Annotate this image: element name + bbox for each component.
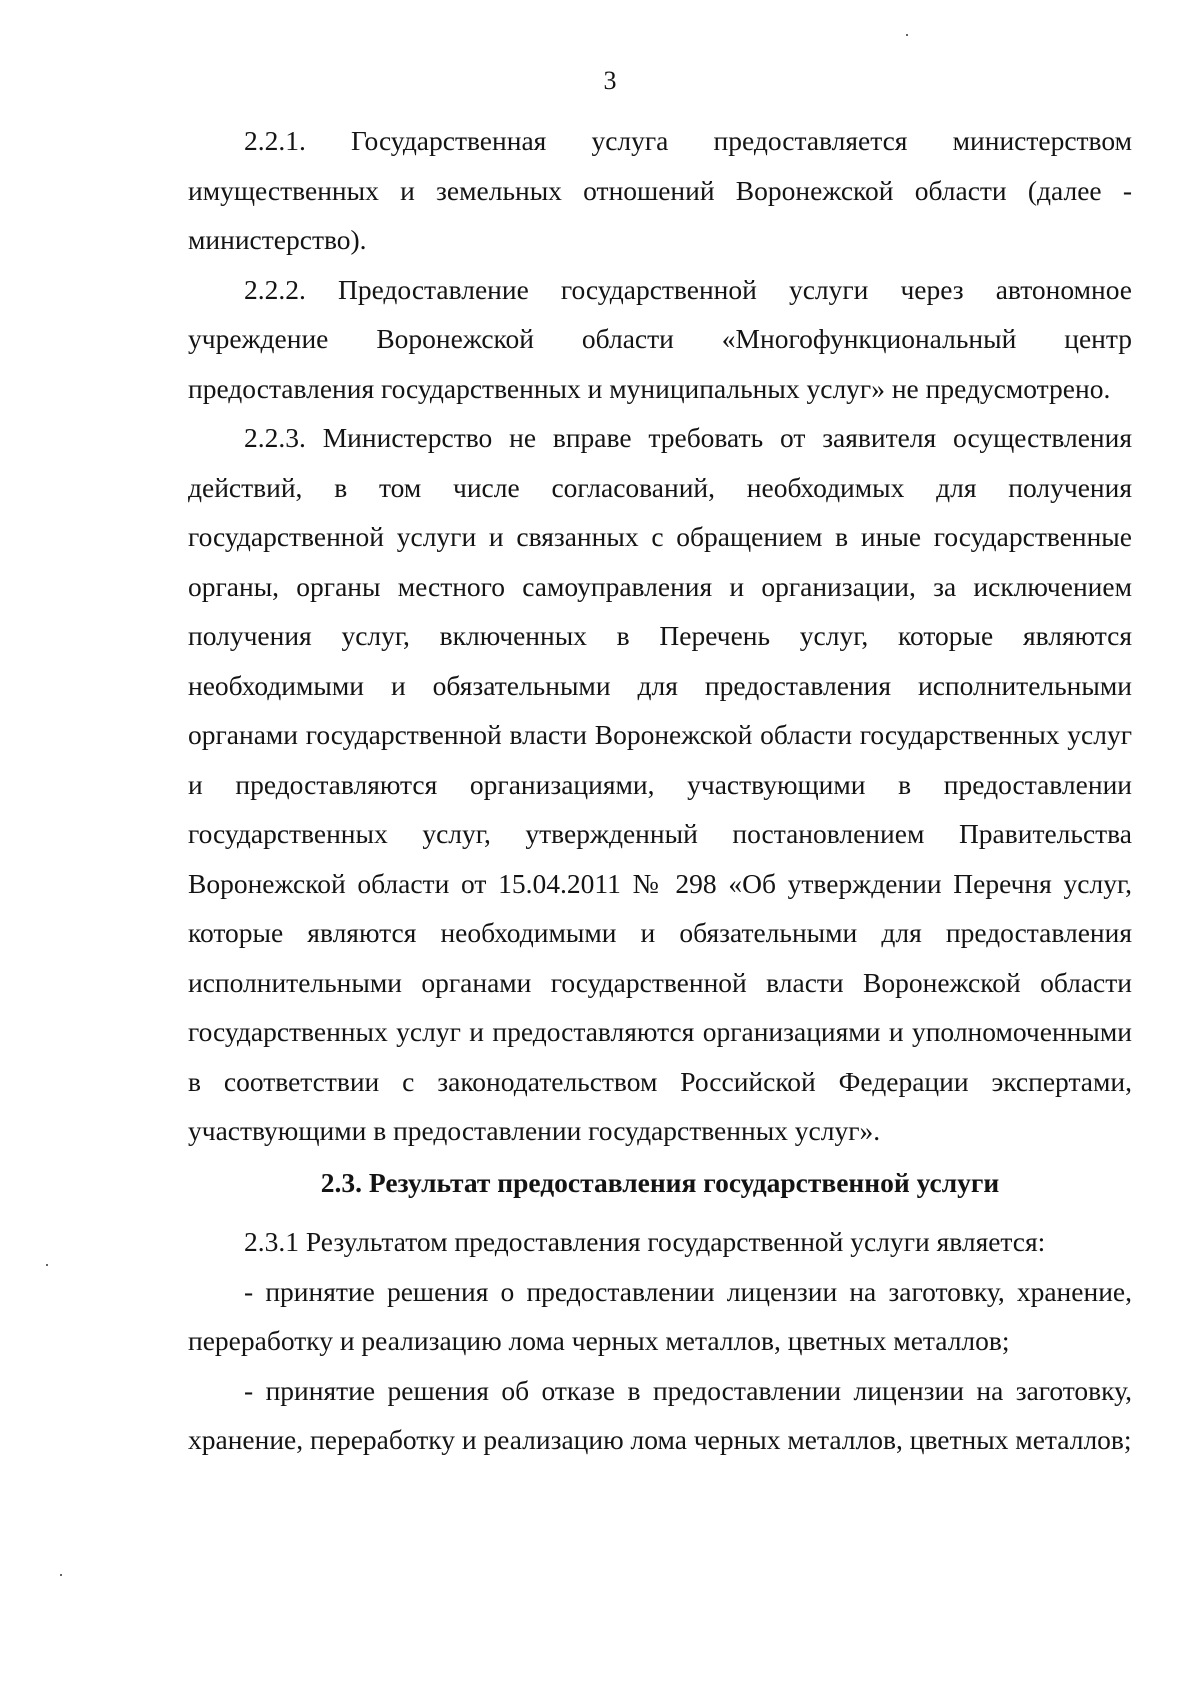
list-item-license-refused: - принятие решения об отказе в предоставлении лицензии на заготовку, хранение, переработку и реализацию лома черных металлов, цветных металлов; [188, 1374, 1132, 1455]
document-body [188, 116, 1132, 1465]
scan-speck [906, 34, 908, 36]
list-item-license-granted: - принятие решения о предоставлении лицензии на заготовку, хранение, переработку и реализацию лома черных металлов, цветных металлов; [188, 1275, 1132, 1356]
page-number: 3 [603, 66, 617, 95]
scan-speck [60, 1574, 62, 1576]
paragraph-2-2-2: 2.2.2. Предоставление государственной услуги через автономное учреждение Воронежской области «Многофункциональный центр предоставления государственных и муниципальных услуг» не предусмотрено. [188, 273, 1132, 404]
section-heading: 2.3. Результат предоставления государственной услуги [320, 1166, 1000, 1198]
paragraph-2-2-1: 2.2.1. Государственная услуга предоставляется министерством имущественных и земельных отношений Воронежской области (далее - министерство). [188, 125, 1132, 255]
paragraph-2-3-1: 2.3.1 Результатом предоставления государственной услуги является: [244, 1226, 1046, 1257]
paragraph-2-2-3: 2.2.3. Министерство не вправе требовать от заявителя осуществления действий, в том числе согласований, необходимых для получения государственной услуги и связанных с обращением в иные государственные органы, органы местного самоуправления и организации, за исключением получения услуг, включенных в Перечень услуг, которые являются необходимыми и обязательными для предоставления исполнительными органами государственной власти Воронежской области государственных услуг и предоставляются организациями, участвующими в предоставлении государственных услуг, утвержденный постановлением Правительства Воронежской области от 15.04.2011 № 298 «Об утверждении Перечня услуг, которые являются необходимыми и обязательными для предоставления исполнительными органами государственной власти Воронежской области государственных услуг и предоставляются организациями и уполномоченными в соответствии с законодательством Российской Федерации экспертами, участвующими в предоставлении государственных услуг». [188, 422, 1132, 1146]
scan-speck [46, 1264, 48, 1266]
